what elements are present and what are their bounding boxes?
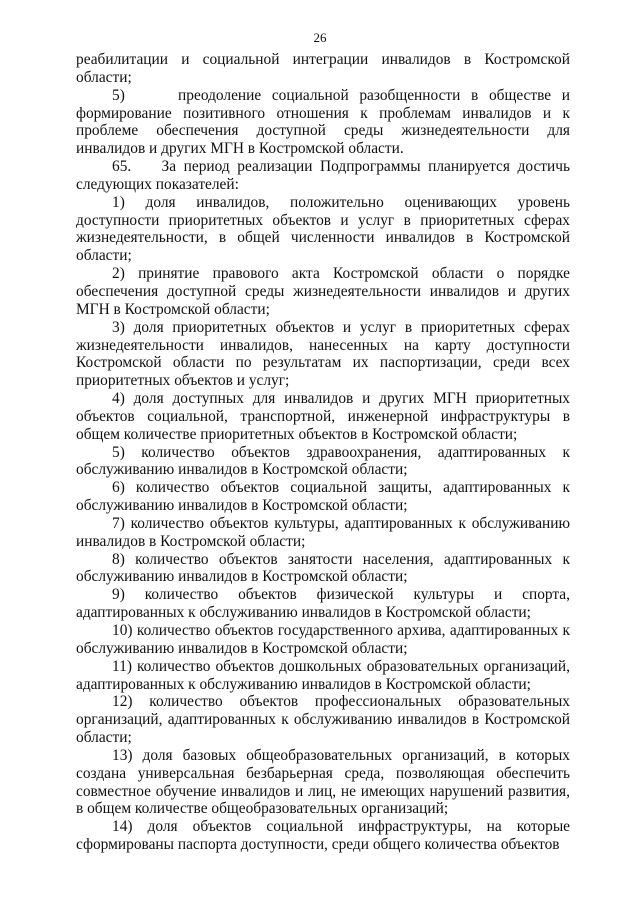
- indicator-9: 9) количество объектов физической культуры и спорта, адаптированных к обслуживанию инвалидов в Костромской области;: [76, 586, 570, 622]
- page-number: 26: [313, 30, 327, 45]
- indicator-3: 3) доля приоритетных объектов и услуг в приоритетных сферах жизнедеятельности инвалидов, нанесенных на карту доступности Костромской области по результатам их паспортизации, среди всех приоритетных объектов и услуг;: [76, 318, 570, 390]
- indicator-2: 2) принятие правового акта Костромской области о порядке обеспечения доступной среды жизнедеятельности инвалидов и других МГН в Костромской области;: [76, 265, 570, 318]
- indicator-6: 6) количество объектов социальной защиты, адаптированных к обслуживанию инвалидов в Костромской области;: [76, 479, 570, 515]
- document-body: [76, 51, 570, 854]
- indicator-13: 13) доля базовых общеобразовательных организаций, в которых создана универсальная безбарьерная среда, позволяющая обеспечить совместное обучение инвалидов и лиц, не имеющих нарушений развития, в общем количестве общеобразовательных организаций;: [76, 746, 570, 818]
- indicator-4: 4) доля доступных для инвалидов и других МГН приоритетных объектов социальной, транспортной, инженерной инфраструктуры в общем количестве приоритетных объектов в Костромской области;: [76, 390, 570, 443]
- paragraph-clause-65: 65. За период реализации Подпрограммы планируется достичь следующих показателей:: [76, 158, 570, 193]
- indicator-12: 12) количество объектов профессиональных образовательных организаций, адаптированных к обслуживанию инвалидов в Костромской области;: [76, 693, 570, 747]
- paragraph-continuation: реабилитации и социальной интеграции инвалидов в Костромской области;: [76, 51, 570, 86]
- indicator-7: 7) количество объектов культуры, адаптированных к обслуживанию инвалидов в Костромской области;: [76, 514, 570, 550]
- indicator-5: 5) количество объектов здравоохранения, адаптированных к обслуживанию инвалидов в Костромской области;: [76, 443, 570, 479]
- indicator-8: 8) количество объектов занятости населения, адаптированных к обслуживанию инвалидов в Костромской области;: [76, 550, 570, 586]
- indicator-10: 10) количество объектов государственного архива, адаптированных к обслуживанию инвалидов в Костромской области;: [76, 622, 570, 657]
- indicator-1: 1) доля инвалидов, положительно оценивающих уровень доступности приоритетных объектов и услуг в приоритетных сферах жизнедеятельности, в общей численности инвалидов в Костромской области;: [76, 193, 570, 265]
- indicator-11: 11) количество объектов дошкольных образовательных организаций, адаптированных к обслуживанию инвалидов в Костромской области;: [76, 657, 570, 693]
- indicator-14: 14) доля объектов социальной инфраструктуры, на которые сформированы паспорта доступности, среди общего количества объектов: [76, 818, 570, 854]
- paragraph-item-5: 5) преодоление социальной разобщенности в обществе и формирование позитивного отношения к проблемам инвалидов и к проблеме обеспечения доступной среды жизнедеятельности для инвалидов и других МГН в Костромской области.: [76, 86, 570, 158]
